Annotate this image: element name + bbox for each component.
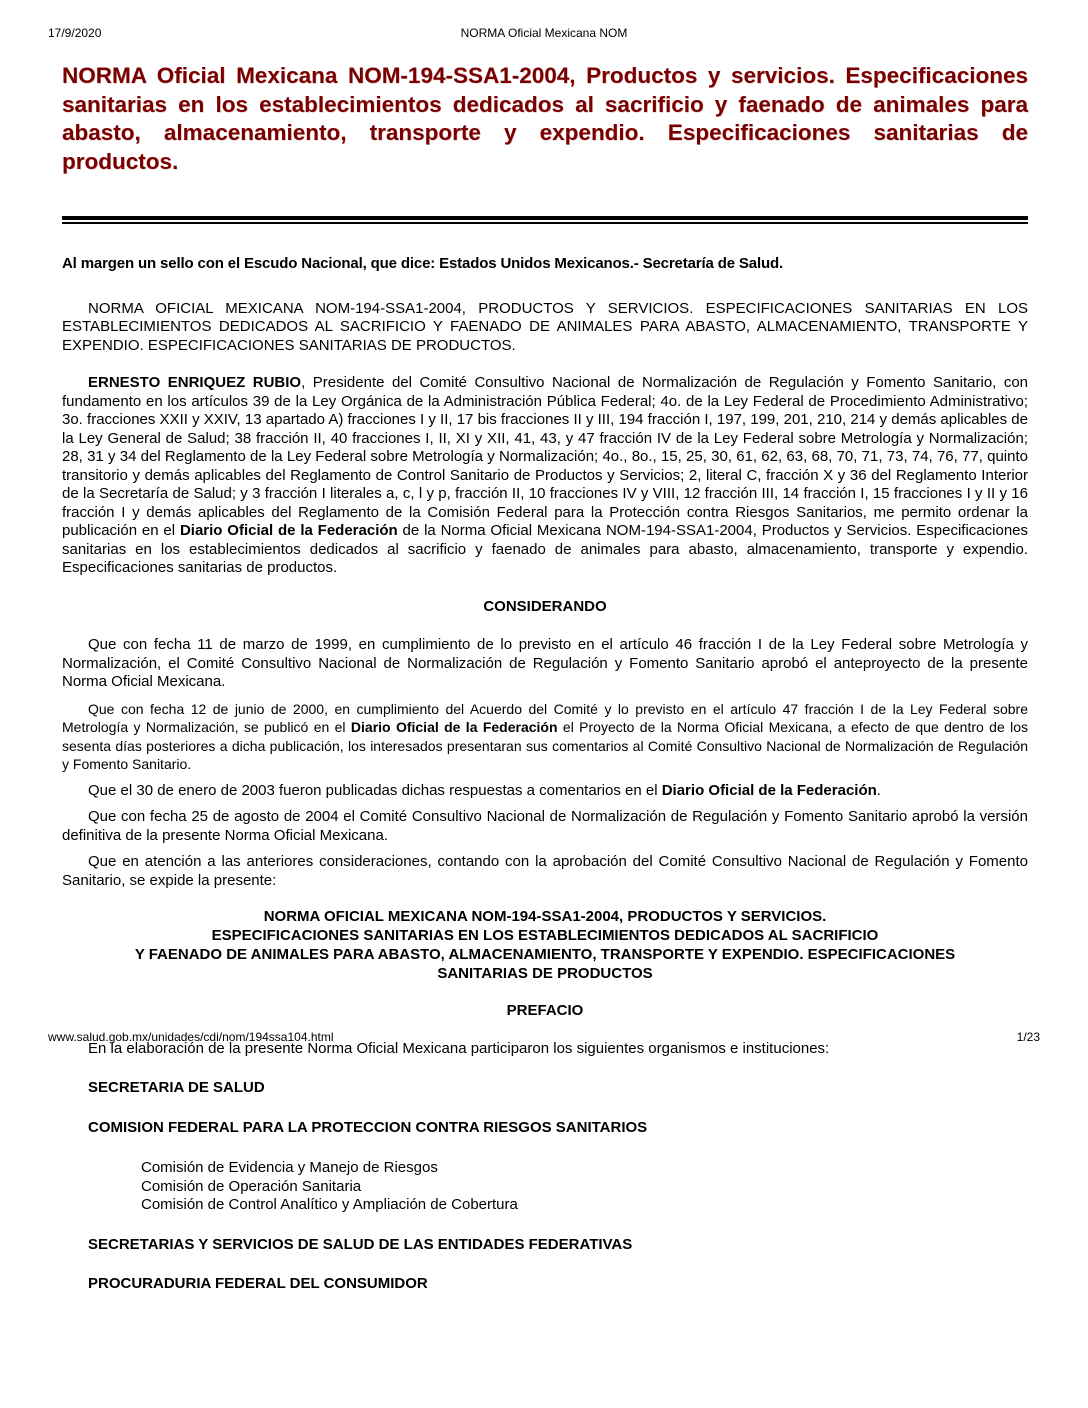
norma-heading-line: NORMA OFICIAL MEXICANA NOM-194-SSA1-2004, PRODUCTOS Y SERVICIOS. bbox=[263, 908, 827, 925]
org-item: SECRETARIAS Y SERVICIOS DE SALUD DE LAS ENTIDADES FEDERATIVAS bbox=[88, 1235, 633, 1253]
document-title: NORMA Oficial Mexicana NOM-194-SSA1-2004, Productos y servicios. Especificaciones sanitarias en los establecimientos dedicados al sacrificio y faenado de animales para abasto, almacenamiento, transporte y expendio. Especificaciones sanitarias de productos. bbox=[62, 63, 1028, 174]
prefacio-heading: PREFACIO bbox=[506, 1002, 584, 1019]
print-header bbox=[48, 26, 1040, 42]
sub-org-item: Comisión de Control Analítico y Ampliación de Cobertura bbox=[141, 1196, 518, 1213]
print-title: NORMA Oficial Mexicana NOM bbox=[460, 26, 628, 40]
org-item: SECRETARIA DE SALUD bbox=[88, 1079, 265, 1096]
considerando-p3 bbox=[62, 782, 1028, 801]
considerando-heading: CONSIDERANDO bbox=[483, 597, 607, 615]
sub-org-item: Comisión de Operación Sanitaria bbox=[141, 1177, 362, 1195]
norma-heading-line: Y FAENADO DE ANIMALES PARA ABASTO, ALMACENAMIENTO, TRANSPORTE Y EXPENDIO. ESPECIFICACIONES bbox=[134, 946, 956, 963]
rule-thick bbox=[62, 216, 1028, 220]
print-date: 17/9/2020 bbox=[48, 26, 102, 40]
document-body bbox=[62, 62, 1028, 1294]
considerando-p5: Que en atención a las anteriores consideraciones, contando con la aprobación del Comité Consultivo Nacional de Regulación y Fomento Sanitario, se expide la presente: bbox=[62, 853, 1028, 889]
preamble-paragraph bbox=[62, 374, 1028, 578]
org-item: PROCURADURIA FEDERAL DEL CONSUMIDOR bbox=[88, 1275, 428, 1292]
considerando-p3-a: Que el 30 de enero de 2003 fueron publicadas dichas respuestas a comentarios en el bbox=[88, 781, 662, 799]
dof-reference: Diario Oficial de la Federación bbox=[350, 719, 558, 735]
considerando-p2 bbox=[62, 700, 1028, 774]
source-url[interactable]: www.salud.gob.mx/unidades/cdi/nom/194ssa104.html bbox=[48, 1030, 334, 1044]
considerando-p1: Que con fecha 11 de marzo de 1999, en cumplimiento de lo previsto en el artículo 46 fracción I de la Ley Federal sobre Metrología y Normalización, el Comité Consultivo Nacional de Normalización de Regulación y Fomento Sanitario aprobó el anteproyecto de la presente Norma Oficial Mexicana. bbox=[62, 636, 1028, 690]
caps-title-paragraph: NORMA OFICIAL MEXICANA NOM-194-SSA1-2004, PRODUCTOS Y SERVICIOS. ESPECIFICACIONES SANITARIAS EN LOS ESTABLECIMIENTOS DEDICADOS AL SACRIFICIO Y FAENADO DE ANIMALES PARA ABASTO, ALMACENAMIENTO, TRANSPORTE Y EXPENDIO. ESPECIFICACIONES SANITARIAS DE PRODUCTOS. bbox=[62, 299, 1028, 354]
norma-heading-line: SANITARIAS DE PRODUCTOS bbox=[437, 965, 653, 982]
considerando-p2-b: el Proyecto de la Norma Oficial Mexicana, a efecto de que dentro de los sesenta días posteriores a dicha publicación, los interesados presentaran sus comentarios al Comité Consultivo Nacional de Normalización de Regulación y Fomento Sanitario. bbox=[62, 719, 1028, 772]
sub-org-list bbox=[62, 1159, 1028, 1215]
preamble-text-2: de la Norma Oficial Mexicana NOM-194-SSA1-2004, Productos y Servicios. Especificaciones sanitarias en los establecimientos dedicados al sacrificio y faenado de animales para abasto, almacenamiento, transporte y expendio. Especificaciones sanitarias de productos. bbox=[62, 522, 1029, 576]
norma-heading-line: ESPECIFICACIONES SANITARIAS EN LOS ESTABLECIMIENTOS DEDICADOS AL SACRIFICIO bbox=[211, 927, 879, 944]
sub-org-item: Comisión de Evidencia y Manejo de Riesgos bbox=[141, 1159, 438, 1176]
org-item: COMISION FEDERAL PARA LA PROTECCION CONTRA RIESGOS SANITARIOS bbox=[88, 1118, 648, 1136]
considerando-p4: Que con fecha 25 de agosto de 2004 el Comité Consultivo Nacional de Normalización de Regulación y Fomento Sanitario aprobó la versión definitiva de la presente Norma Oficial Mexicana. bbox=[62, 808, 1028, 844]
considerando-p3-b: . bbox=[876, 781, 881, 799]
considerando-p2-a: Que con fecha 12 de junio de 2000, en cumplimiento del Acuerdo del Comité y lo previsto en el artículo 47 fracción I de la Ley Federal sobre Metrología y Normalización, se publicó en el bbox=[62, 700, 1028, 735]
print-footer bbox=[48, 1030, 1040, 1046]
seal-statement: Al margen un sello con el Escudo Nacional, que dice: Estados Unidos Mexicanos.- Secretaría de Salud. bbox=[62, 255, 784, 272]
rule-thin bbox=[62, 222, 1028, 224]
prefacio-intro: En la elaboración de la presente Norma Oficial Mexicana participaron los siguientes organismos e instituciones: bbox=[88, 1039, 830, 1057]
norma-heading bbox=[62, 907, 1028, 983]
signer-name: ERNESTO ENRIQUEZ RUBIO bbox=[88, 374, 302, 391]
dof-reference: Diario Oficial de la Federación bbox=[661, 781, 877, 799]
preamble-text-1: , Presidente del Comité Consultivo Nacional de Normalización de Regulación y Fomento Sanitario, con fundamento en los artículos 39 de la Ley Orgánica de la Administración Pública Federal; 4o. de la Ley Federal de Procedimiento Administrativo; 3o. fracciones XXII y XXIV, 13 apartado A) fracciones I y II, 17 bis fracciones II y III, 194 fracción I, 197, 199, 201, 210, 214 y demás aplicables de la Ley General de Salud; 38 fracción II, 40 fracciones I, II, XI y XII, 41, 43, y 47 fracción IV de la Ley Federal sobre Metrología y Normalización; 28, 31 y 34 del Reglamento de la Ley Federal sobre Metrología y Normalización; 4o., 8o., 15, 25, 30, 61, 62, 63, 68, 70, 71, 73, 74, 76, 77, quinto transitorio y demás aplicables del Reglamento de Control Sanitario de Productos y Servicios; 2, literal C, fracción X y 36 del Reglamento Interior de la Secretaría de Salud; y 3 fracción I literales a, c, l y p, fracción II, 10 fracciones IV y VIII, 12 fracción III, 14 fracción I, 15 fracciones I y II y 16 fracción I y demás aplicables del Reglamento de la Comisión Federal para la Protección contra Riesgos Sanitarios, me permito ordenar la publicación en el bbox=[62, 374, 1029, 539]
dof-reference: Diario Oficial de la Federación bbox=[179, 522, 398, 539]
page-number: 1/23 bbox=[1016, 1030, 1040, 1044]
double-rule-divider bbox=[62, 216, 1028, 225]
